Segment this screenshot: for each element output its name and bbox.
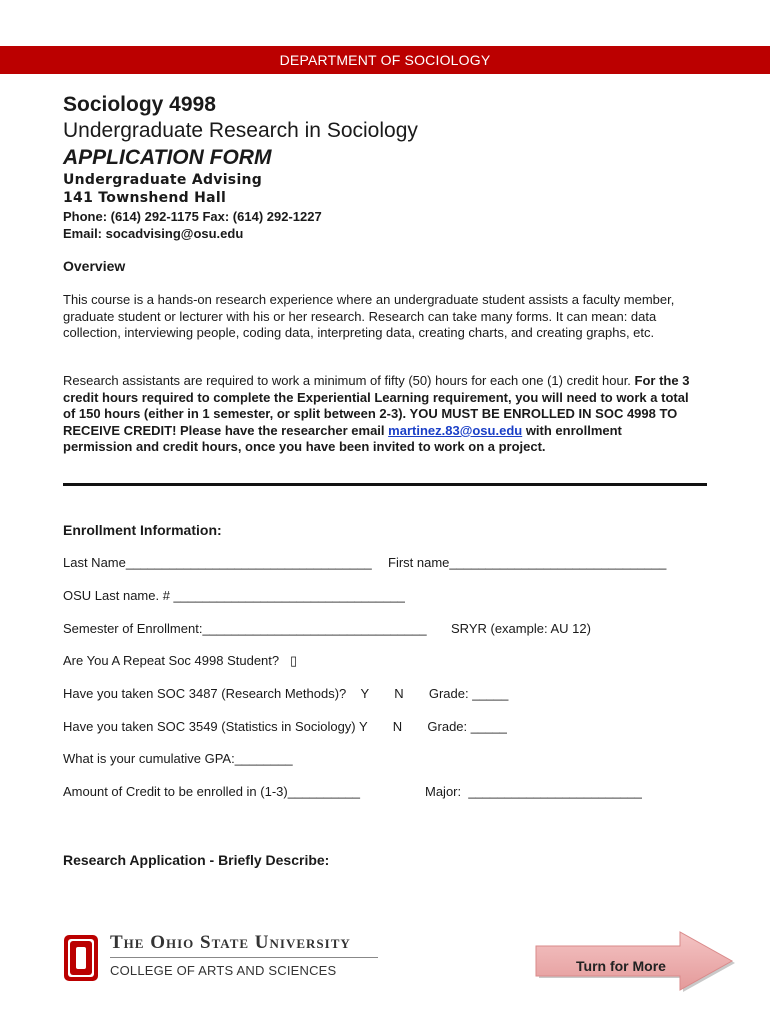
overview-heading: Overview (63, 258, 126, 274)
course-title: Sociology 4998 (63, 93, 216, 116)
college-name: COLLEGE OF ARTS AND SCIENCES (110, 963, 337, 978)
overview-paragraph-1: This course is a hands-on research experience where an undergraduate student assists a faculty member, graduate student or lecturer with his or her research. Research can take many forms. It can mean: data collection, interviewing people, coding data, interpreting data, creating charts, and creating graphs, etc. (63, 292, 675, 341)
paragraph-2-plain: Research assistants are required to work a minimum of fifty (50) hours for each one (1) credit hour. (63, 373, 635, 388)
soc3549-question[interactable]: Have you taken SOC 3549 (Statistics in Sociology) Y N Grade: _____ (63, 719, 507, 734)
office-email: Email: socadvising@osu.edu (63, 226, 244, 241)
office-name: Undergraduate Advising (63, 172, 263, 188)
form-title: APPLICATION FORM (63, 146, 272, 169)
paragraph-2-end: with enrollment permission and credit hours, once you have been invited to work on a project. (63, 422, 622, 455)
soc3487-question[interactable]: Have you taken SOC 3487 (Research Methods)? Y N Grade: _____ (63, 686, 509, 701)
enrollment-heading: Enrollment Information: (63, 522, 222, 538)
block-o-icon (63, 934, 99, 982)
sryr-hint: SRYR (example: AU 12) (451, 621, 591, 636)
repeat-student-checkbox[interactable]: Are You A Repeat Soc 4998 Student? ▯ (63, 653, 298, 668)
department-banner: DEPARTMENT OF SOCIOLOGY (0, 46, 770, 74)
turn-for-more-label: Turn for More (576, 958, 666, 974)
section-divider (63, 483, 707, 486)
osu-last-name-number-field[interactable]: OSU Last name. # ________________________________ (63, 588, 405, 603)
university-name: The Ohio State University (110, 932, 351, 953)
office-phone-fax: Phone: (614) 292-1175 Fax: (614) 292-1227 (63, 209, 322, 224)
researcher-email-link[interactable]: martinez.83@osu.edu (388, 422, 523, 438)
last-name-field[interactable]: Last Name__________________________________ (63, 555, 372, 570)
research-application-heading: Research Application - Briefly Describe: (63, 852, 330, 868)
course-subtitle: Undergraduate Research in Sociology (63, 119, 418, 142)
credit-amount-field[interactable]: Amount of Credit to be enrolled in (1-3)__________ (63, 784, 361, 799)
office-address: 141 Townshend Hall (63, 190, 227, 206)
logo-divider (110, 957, 378, 958)
osu-logo-block (63, 930, 383, 982)
first-name-field[interactable]: First name______________________________ (388, 555, 667, 570)
paragraph-2-bold: For the 3 credit hours required to complete the Experiential Learning requirement, you will need to work a total of 150 hours (either in 1 semester, or split between 2-3). YOU MUST BE ENROLLED IN SOC 4998 TO RECEIVE CREDIT! Please have the researcher email (63, 373, 690, 438)
major-field[interactable]: Major: ________________________ (425, 784, 642, 799)
gpa-field[interactable]: What is your cumulative GPA:________ (63, 751, 293, 766)
overview-paragraph-2 (63, 373, 693, 456)
semester-field[interactable]: Semester of Enrollment:_______________________________ (63, 621, 427, 636)
